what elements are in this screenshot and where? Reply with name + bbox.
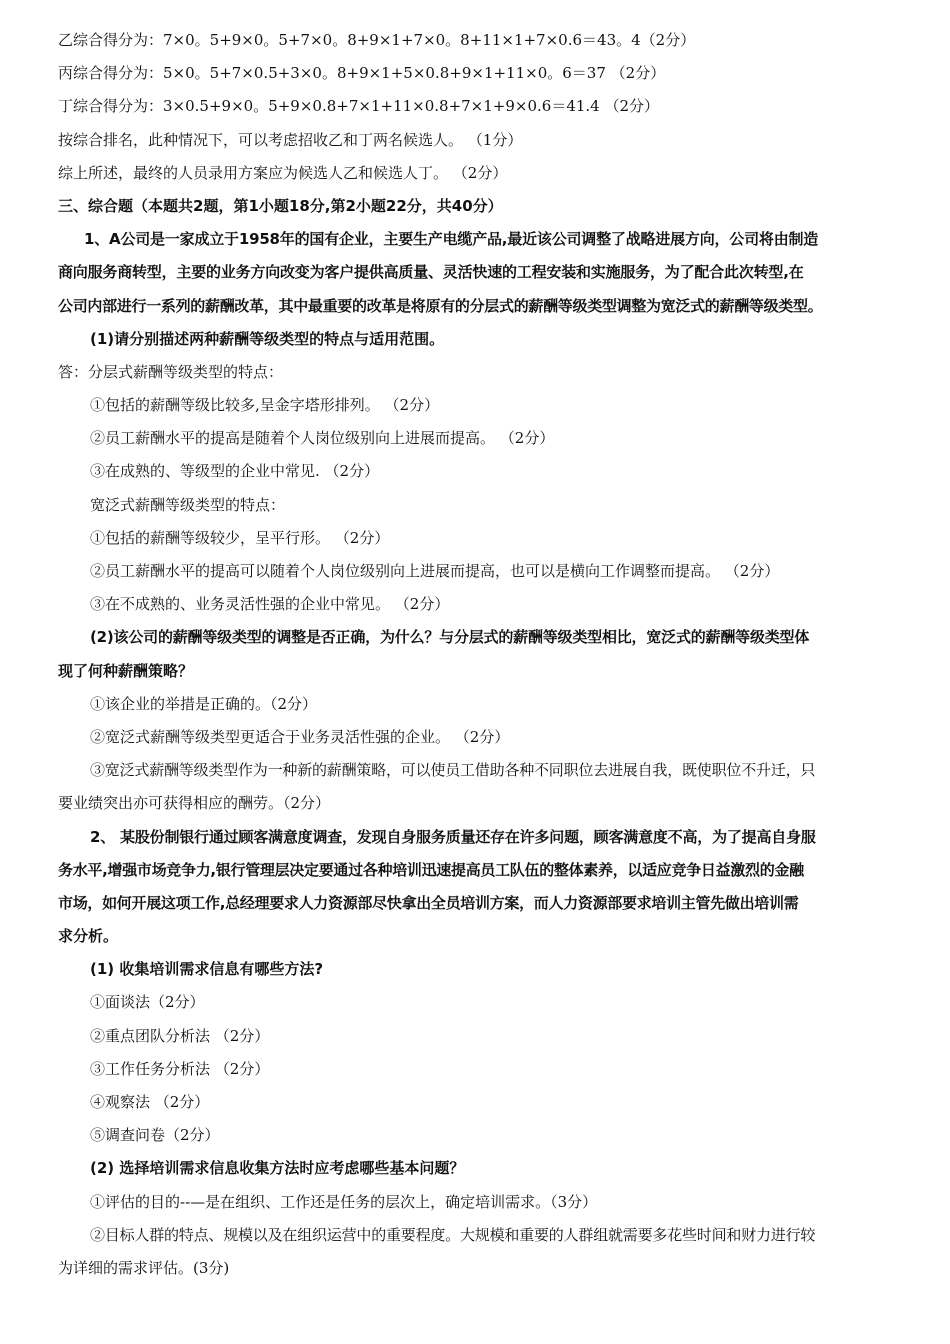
summary-note: 综上所述，最终的人员录用方案应为候选人乙和候选人丁。 （2分） [58, 163, 508, 182]
list-item: ①面谈法（2分） [90, 993, 205, 1012]
list-item: ③在不成熟的、业务灵活性强的企业中常见。 （2分） [90, 595, 450, 614]
list-item: ①评估的目的--—是在组织、工作还是任务的层次上，确定培训需求。（3分） [90, 1192, 598, 1211]
list-item: ①包括的薪酬等级较少，呈平行形。 （2分） [90, 528, 390, 547]
list-item-cont: 为详细的需求评估。(3分) [58, 1258, 230, 1277]
q2-stem-line: 务水平,增强市场竞争力,银行管理层决定要通过各种培训迅速提高员工队伍的整体素养，以适应竞争日益激烈的金融 [58, 860, 804, 879]
list-item-cont: 要业绩突出亦可获得相应的酬劳。（2分） [58, 794, 331, 813]
q2-stem-line: 求分析。 [58, 927, 119, 946]
list-item: ②宽泛式薪酬等级类型更适合于业务灵活性强的企业。 （2分） [90, 727, 510, 746]
q1-subquestion-2-cont: 现了何种薪酬策略？ [58, 661, 194, 680]
ranking-note: 按综合排名，此种情况下，可以考虑招收乙和丁两名候选人。 （1分） [58, 130, 523, 149]
list-item: ③工作任务分析法 （2分） [90, 1059, 270, 1078]
q1-stem-line: 商向服务商转型，主要的业务方向改变为客户提供高质量、灵活快速的工程安装和实施服务，为了配合此次转型,在 [58, 263, 804, 282]
section-heading: 三、综合题（本题共2题，第1小题18分,第2小题22分，共40分） [58, 196, 503, 215]
answer-label: 答：分层式薪酬等级类型的特点： [58, 362, 284, 381]
q1-subquestion-1: (1)请分别描述两种薪酬等级类型的特点与适用范围。 [90, 329, 445, 348]
broad-label: 宽泛式薪酬等级类型的特点： [90, 495, 286, 514]
q2-subquestion-2: (2) 选择培训需求信息收集方法时应考虑哪些基本问题？ [90, 1159, 465, 1178]
list-item: ③宽泛式薪酬等级类型作为一种新的薪酬策略，可以使员工借助各种不同职位去进展自我，既使职位不升迁，只 [90, 761, 816, 780]
list-item: ⑤调查问卷（2分） [90, 1126, 220, 1145]
q2-stem-line: 2、 某股份制银行通过顾客满意度调查，发现自身服务质量还存在许多问题，顾客满意度不高，为了提高自身服 [90, 827, 816, 846]
list-item: ②员工薪酬水平的提高可以随着个人岗位级别向上进展而提高，也可以是横向工作调整而提高。 （2分） [90, 562, 780, 580]
q1-subquestion-2: (2)该公司的薪酬等级类型的调整是否正确，为什么？与分层式的薪酬等级类型相比，宽泛式的薪酬等级类型体 [90, 628, 810, 647]
list-item: ②目标人群的特点、规模以及在组织运营中的重要程度。大规模和重要的人群组就需要多花些时间和财力进行较 [90, 1225, 816, 1244]
q1-stem-line: 1、A公司是一家成立于1958年的国有企业，主要生产电缆产品,最近该公司调整了战略进展方向，公司将由制造 [84, 230, 819, 249]
score-ding: 丁综合得分为：3×0.5+9×0。5+9×0.8+7×1+11×0.8+7×1+9×0.6＝41.4 （2分） [58, 97, 660, 116]
list-item: ①包括的薪酬等级比较多,呈金字塔形排列。 （2分） [90, 396, 440, 415]
list-item: ③在成熟的、等级型的企业中常见. （2分） [90, 462, 380, 481]
q1-stem-line: 公司内部进行一系列的薪酬改革，其中最重要的改革是将原有的分层式的薪酬等级类型调整为宽泛式的薪酬等级类型。 [58, 296, 823, 315]
q2-stem-line: 市场，如何开展这项工作,总经理要求人力资源部尽快拿出全员培训方案，而人力资源部要求培训主管先做出培训需 [58, 893, 799, 912]
score-yi: 乙综合得分为：7×0。5+9×0。5+7×0。8+9×1+7×0。8+11×1+7×0.6＝43。4（2分） [58, 31, 696, 49]
list-item: ②员工薪酬水平的提高是随着个人岗位级别向上进展而提高。 （2分） [90, 429, 555, 448]
q2-subquestion-1: (1) 收集培训需求信息有哪些方法? [90, 960, 324, 979]
list-item: ②重点团队分析法 （2分） [90, 1026, 270, 1045]
list-item: ①该企业的举措是正确的。（2分） [90, 694, 318, 713]
score-bing: 丙综合得分为：5×0。5+7×0.5+3×0。8+9×1+5×0.8+9×1+11×0。6＝37 （2分） [58, 64, 666, 83]
list-item: ④观察法 （2分） [90, 1093, 210, 1111]
